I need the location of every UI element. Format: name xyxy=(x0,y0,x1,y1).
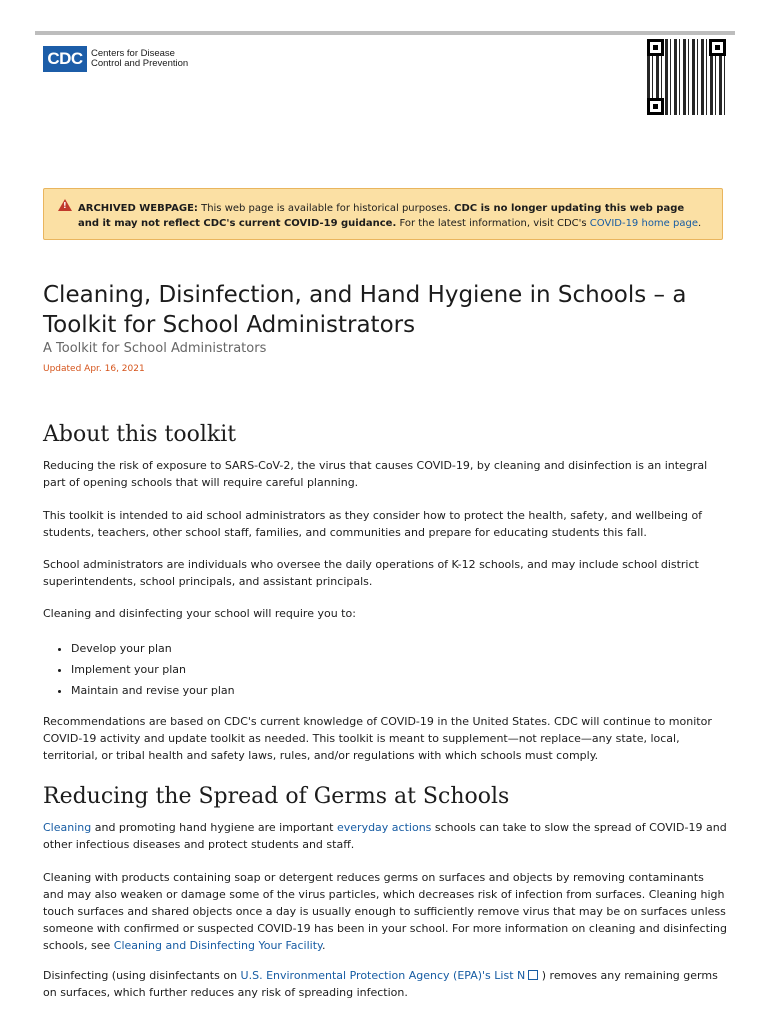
list-item: • Develop your plan xyxy=(71,638,235,659)
about-paragraph-1: Reducing the risk of exposure to SARS-CoV-2, the virus that causes COVID-19, by cleaning and disinfection is an integral part of opening schools that will require careful planning. xyxy=(43,459,708,489)
about-paragraph-3: School administrators are individuals who oversee the daily operations of K-12 schools, and may include school district superintendents, school principals, and assistant principals. xyxy=(43,558,699,588)
page-subtitle: A Toolkit for School Administrators xyxy=(43,341,267,356)
updated-date: Updated Apr. 16, 2021 xyxy=(43,364,145,374)
about-paragraph-2: This toolkit is intended to aid school administrators as they consider how to protect the health, safety, and wellbeing of students, teachers, other school staff, families, and communities and prepare for educating students this fall. xyxy=(43,509,703,539)
archived-webpage-banner: ! ARCHIVED WEBPAGE: This web page is available for historical purposes. CDC is no longer updating this web page and it may not reflect CDC's current COVID-19 guidance. For the latest information, visit CDC's COVID-19 home page. xyxy=(43,188,723,240)
plan-list xyxy=(43,638,235,701)
qr-finder-top-right xyxy=(709,39,726,56)
covid-home-page-link[interactable]: COVID-19 home page xyxy=(589,218,698,229)
external-link-icon xyxy=(528,970,538,980)
top-divider xyxy=(35,31,735,35)
warning-icon: ! xyxy=(58,199,72,211)
qr-code xyxy=(647,39,726,115)
about-paragraph-5: Recommendations are based on CDC's current knowledge of COVID-19 in the United States. CDC will continue to monitor COVID-19 activity and update toolkit as needed. This toolkit is meant to supplement—not replace—any state, local, territorial, or tribal health and safety laws, rules, and/or regulations with which schools must comply. xyxy=(43,715,712,762)
cleaning-disinfecting-facility-link[interactable]: Cleaning and Disinfecting Your Facility xyxy=(113,939,322,952)
about-heading: About this toolkit xyxy=(43,422,237,447)
qr-finder-top-left xyxy=(647,39,664,56)
cdc-logo[interactable] xyxy=(43,46,188,72)
cdc-logo-text: Centers for Disease Control and Prevention xyxy=(91,48,189,69)
list-item: • Maintain and revise your plan xyxy=(71,680,235,701)
everyday-actions-link[interactable]: everyday actions xyxy=(337,821,432,834)
spread-heading: Reducing the Spread of Germs at Schools xyxy=(43,784,510,809)
spread-paragraph-2: Cleaning with products containing soap or detergent reduces germs on surfaces and objects by removing contaminants and may also weaken or damage some of the virus particles, which decreases risk of infection from surfaces. Cleaning high touch surfaces and shared objects once a day is usually enough to sufficiently remove virus that may be on surfaces unless someone with confirmed or suspected COVID-19 has been in your school. For more information on cleaning and disinfecting schools, see Cleaning and Disinfecting Your Facility. xyxy=(43,871,727,952)
epa-list-n-link[interactable]: U.S. Environmental Protection Agency (EPA)'s List N xyxy=(240,969,526,982)
spread-paragraph-1: Cleaning and promoting hand hygiene are important everyday actions schools can take to slow the spread of COVID-19 and other infectious diseases and protect students and staff. xyxy=(43,821,727,851)
list-item: • Implement your plan xyxy=(71,659,235,680)
page-title: Cleaning, Disinfection, and Hand Hygiene in Schools – a Toolkit for School Administrators xyxy=(43,282,687,338)
qr-finder-bottom-left xyxy=(647,98,664,115)
about-paragraph-4: Cleaning and disinfecting your school will require you to: xyxy=(43,607,356,620)
cleaning-link[interactable]: Cleaning xyxy=(43,821,92,834)
cdc-logo-mark: CDC xyxy=(43,46,87,72)
spread-paragraph-3: Disinfecting (using disinfectants on U.S. Environmental Protection Agency (EPA)'s List N ) removes any remaining germs on surfaces, which further reduces any risk of spreading infection. xyxy=(43,969,718,999)
